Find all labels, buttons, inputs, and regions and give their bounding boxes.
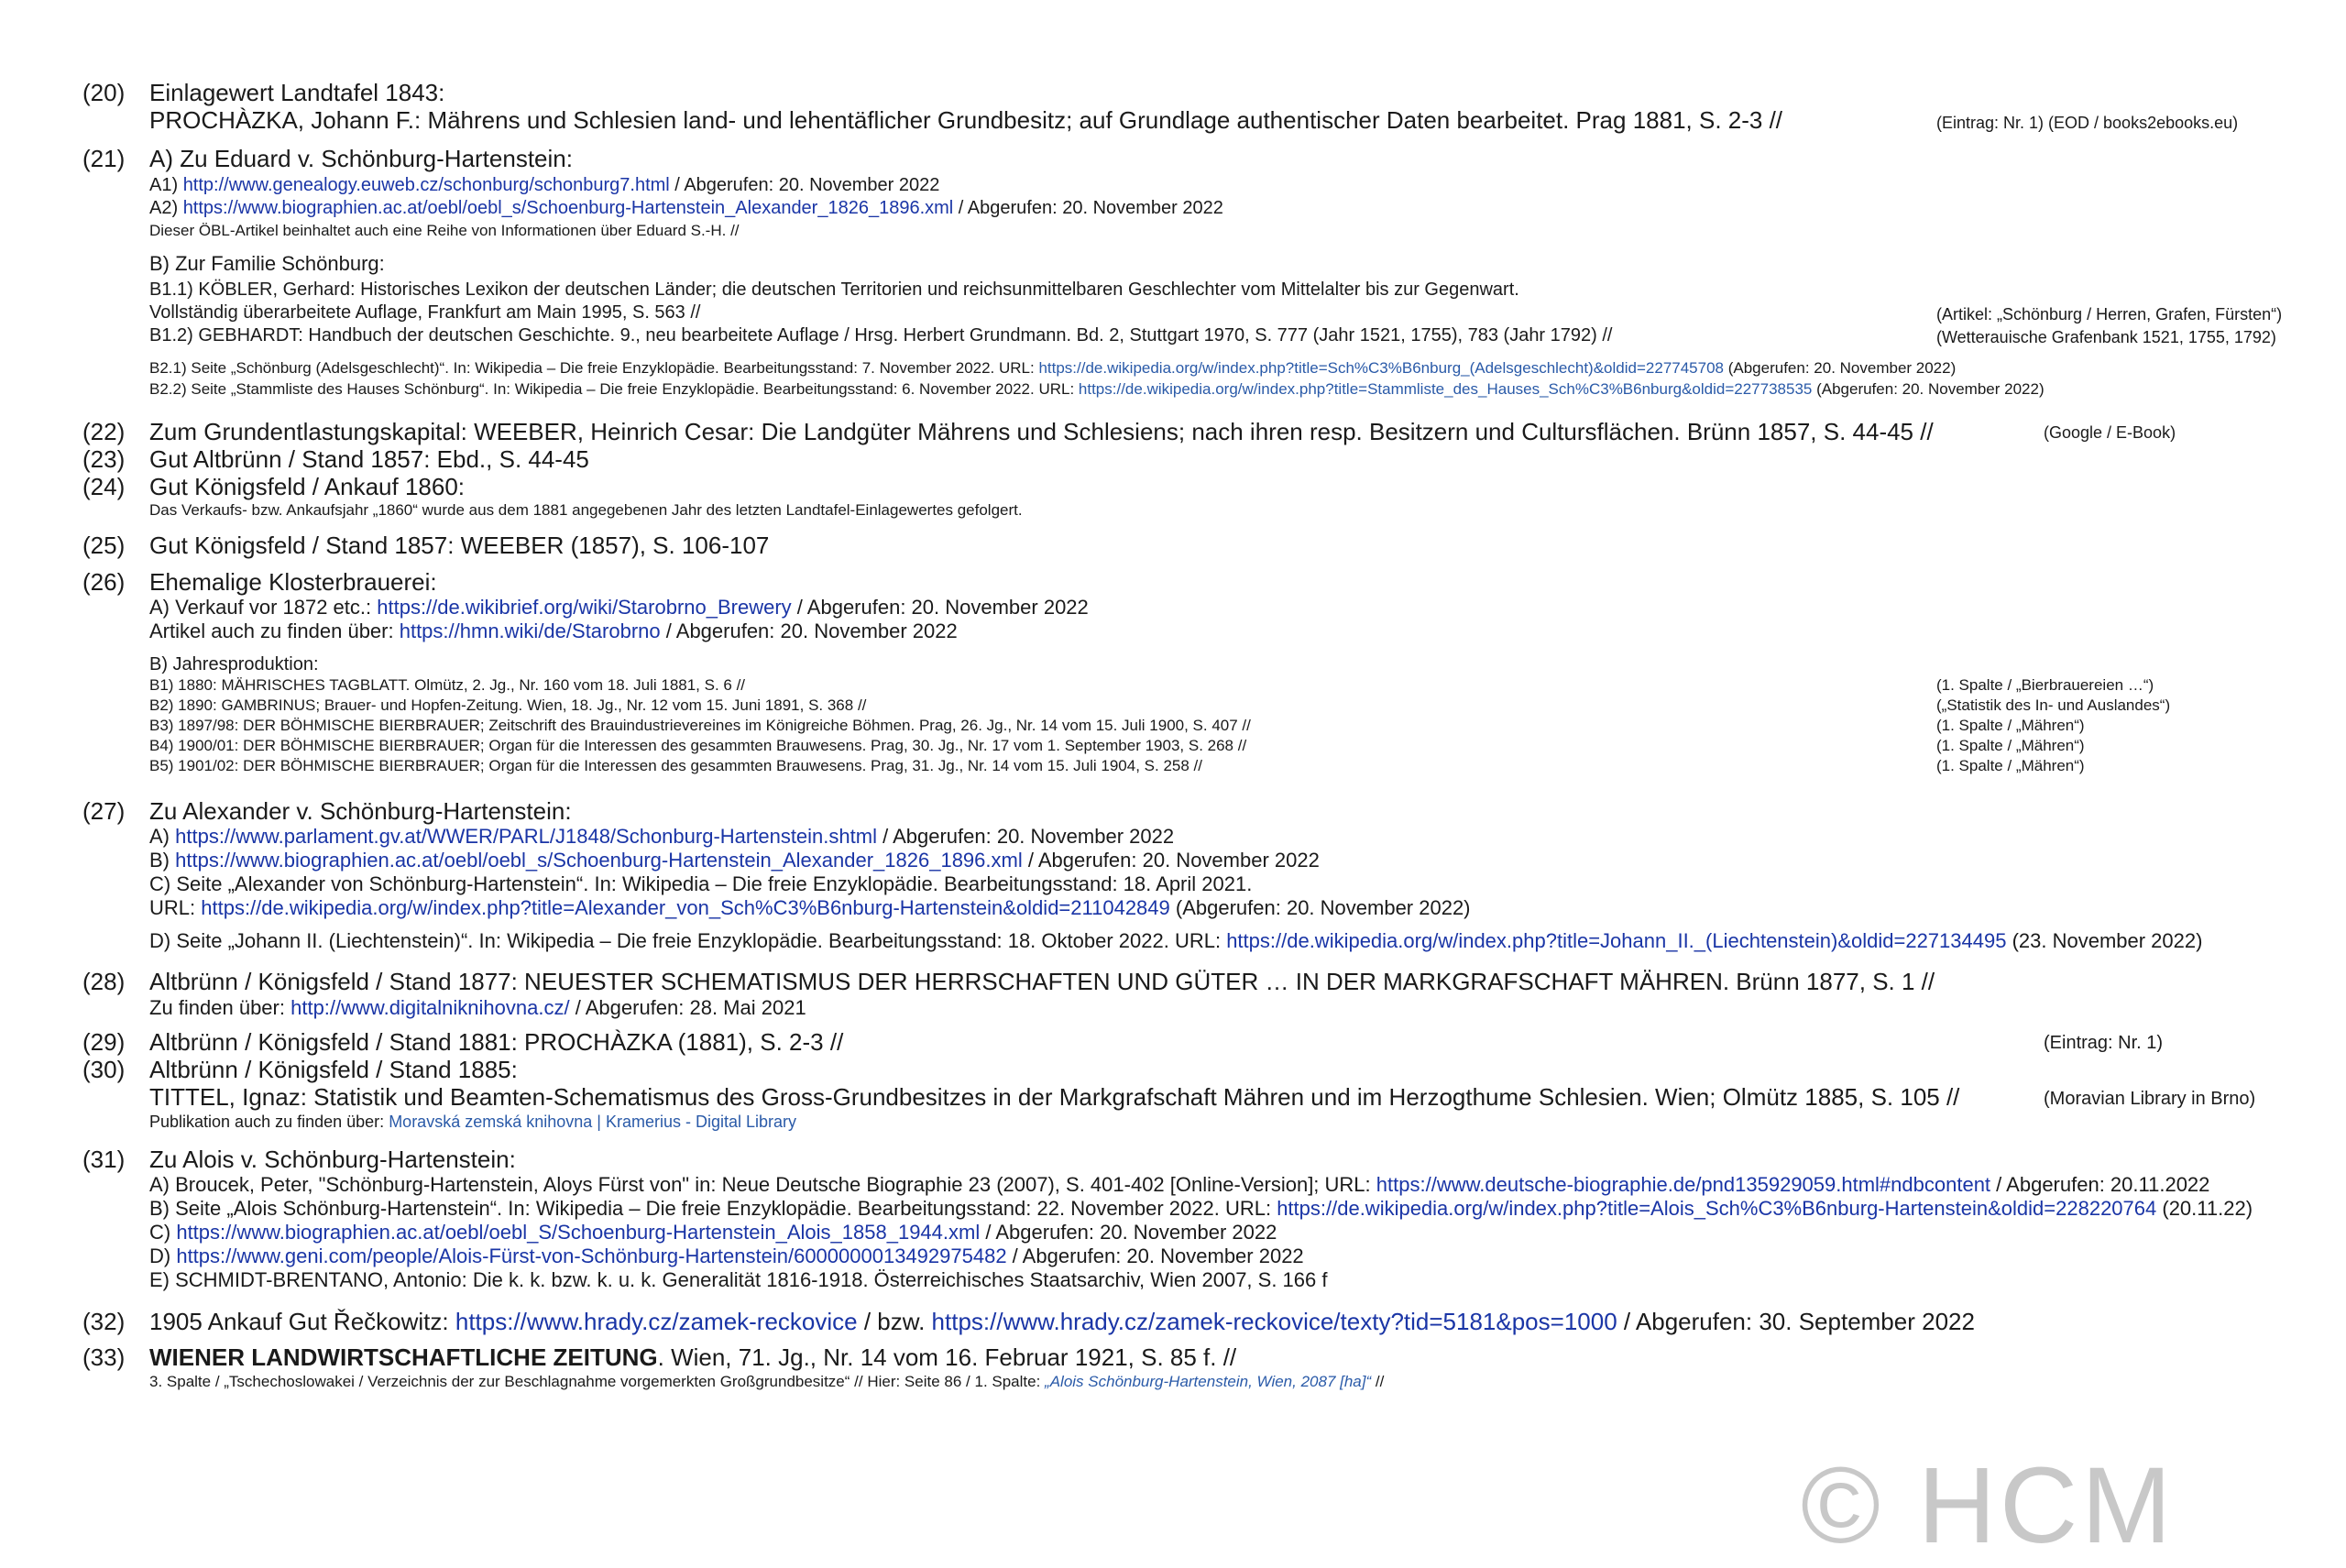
citation-line: TITTEL, Ignaz: Statistik und Beamten-Schematismus des Gross-Grundbesitzes in der Markgrafschaft Mähren und im Herzogthume Schlesien. Wien; Olmütz 1885, S. 105 //	[149, 1083, 1960, 1111]
note-heading: Einlagewert Landtafel 1843:	[149, 79, 445, 106]
label: B2.2) Seite „Stammliste des Hauses Schönburg“. In: Wikipedia – Die freie Enzyklopädie. Bearbeitungsstand: 6. November 2022. URL:	[149, 380, 1079, 398]
retrieved-date: (23. November 2022)	[2006, 929, 2203, 952]
note-heading: Gut Königsfeld / Stand 1857: WEEBER (1857), S. 106-107	[149, 532, 770, 559]
citation-note: Dieser ÖBL-Artikel beinhaltet auch eine Reihe von Informationen über Eduard S.-H. //	[149, 222, 740, 239]
label: C)	[149, 1221, 177, 1244]
note-heading: Altbrünn / Königsfeld / Stand 1877: NEUESTER SCHEMATISMUS DER HERRSCHAFTEN UND GÜTER … IN DER MARKGRAFSCHAFT MÄHREN. Brünn 1877, S. 1 //	[149, 968, 1935, 995]
note-heading: Altbrünn / Königsfeld / Stand 1885:	[149, 1056, 518, 1083]
label: D) Seite „Johann II. (Liechtenstein)“. In: Wikipedia – Die freie Enzyklopädie. Bearbeitungsstand: 18. Oktober 2022. URL:	[149, 929, 1227, 952]
note-heading	[149, 1343, 1236, 1372]
note-number: (22)	[82, 418, 126, 445]
subheading: B) Jahresproduktion:	[149, 654, 319, 674]
note-number: (21)	[82, 145, 126, 172]
label: 3. Spalte / „Tschechoslowakei / Verzeichnis der zur Beschlagnahme vorgemerkten Großgrundbesitze“ // Hier: Seite 86 / 1. Spalte:	[149, 1373, 1046, 1390]
label: Zu finden über:	[149, 996, 291, 1019]
retrieved-date: (Abgerufen: 20. November 2022)	[1812, 380, 2045, 398]
link[interactable]: https://de.wikipedia.org/w/index.php?title=Sch%C3%B6nburg_(Adelsgeschlecht)&oldid=227745708	[1038, 359, 1724, 377]
note-number: (29)	[82, 1028, 126, 1056]
link[interactable]: http://www.digitalniknihovna.cz/	[291, 996, 570, 1019]
citation-line: B5) 1901/02: DER BÖHMISCHE BIERBRAUER; Organ für die Interessen des gesammten Brauwesens. Prag, 31. Jg., Nr. 14 vom 15. Juli 1904, S. 258 //	[149, 757, 1202, 774]
link[interactable]: https://hmn.wiki/de/Starobrno	[399, 620, 661, 642]
note-heading	[149, 1308, 1975, 1336]
citation-line	[149, 1173, 2209, 1197]
note-number: (32)	[82, 1308, 126, 1335]
citation-annotation: (1. Spalte / „Bierbrauereien …“)	[1936, 676, 2154, 694]
link[interactable]: https://de.wikipedia.org/w/index.php?title=Alexander_von_Sch%C3%B6nburg-Hartenstein&oldid=211042849	[201, 896, 1170, 919]
label: A2)	[149, 198, 183, 218]
label: A1)	[149, 175, 183, 195]
link[interactable]: https://www.deutsche-biographie.de/pnd135929059.html#ndbcontent	[1376, 1173, 1991, 1196]
retrieved-date: / Abgerufen: 20. November 2022	[876, 825, 1175, 848]
citation-annotation: (Artikel: „Schönburg / Herren, Grafen, Fürsten“)	[1936, 305, 2283, 323]
citation-annotation: (Wetterauische Grafenbank 1521, 1755, 1792)	[1936, 328, 2276, 346]
link[interactable]: https://www.biographien.ac.at/oebl/oebl_s/Schoenburg-Hartenstein_Alexander_1826_1896.xml	[175, 849, 1023, 872]
retrieved-date: / Abgerufen: 20. November 2022	[953, 198, 1223, 218]
note-number: (23)	[82, 445, 126, 473]
note-number: (30)	[82, 1056, 126, 1083]
periodical-title: WIENER LANDWIRTSCHAFTLICHE ZEITUNG	[149, 1343, 658, 1371]
retrieved-date: (Abgerufen: 20. November 2022)	[1724, 359, 1957, 377]
retrieved-date: / Abgerufen: 28. Mai 2021	[569, 996, 806, 1019]
link[interactable]: https://www.biographien.ac.at/oebl/oebl_s/Schoenburg-Hartenstein_Alexander_1826_1896.xml	[182, 198, 954, 218]
label: A) Broucek, Peter, "Schönburg-Hartenstein, Aloys Fürst von" in: Neue Deutsche Biographie 23 (2007), S. 401-402 [Online-Version]; URL:	[149, 1173, 1376, 1196]
label: Artikel auch zu finden über:	[149, 620, 400, 642]
citation-line	[149, 996, 806, 1020]
note-heading: Zu Alois v. Schönburg-Hartenstein:	[149, 1146, 516, 1173]
citation-annotation: („Statistik des In- und Auslandes“)	[1936, 696, 2171, 714]
citation-line: B2) 1890: GAMBRINUS; Brauer- und Hopfen-Zeitung. Wien, 18. Jg., Nr. 12 vom 15. Juni 1891, S. 368 //	[149, 696, 867, 714]
label: A) Verkauf vor 1872 etc.:	[149, 596, 378, 619]
note-number: (25)	[82, 532, 126, 559]
label: A)	[149, 825, 176, 848]
label: B2.1) Seite „Schönburg (Adelsgeschlecht)“. In: Wikipedia – Die freie Enzyklopädie. Bearbeitungsstand: 7. November 2022. URL:	[149, 359, 1039, 377]
citation-line	[149, 1221, 1277, 1245]
citation-line	[149, 929, 2202, 953]
citation-line	[149, 380, 2045, 399]
retrieved-date: / Abgerufen: 20. November 2022	[669, 175, 940, 195]
retrieved-date: / Abgerufen: 20. November 2022	[980, 1221, 1277, 1244]
link[interactable]: https://www.hrady.cz/zamek-reckovice	[455, 1308, 858, 1335]
citation-line: C) Seite „Alexander von Schönburg-Hartenstein“. In: Wikipedia – Die freie Enzyklopädie. Bearbeitungsstand: 18. April 2021.	[149, 872, 1253, 895]
citation-line	[149, 1245, 1304, 1268]
citation-rest: . Wien, 71. Jg., Nr. 14 vom 16. Februar 1921, S. 85 f. //	[657, 1343, 1237, 1371]
citation-annotation: (Moravian Library in Brno)	[2044, 1089, 2256, 1109]
citation-note: Das Verkaufs- bzw. Ankaufsjahr „1860“ wurde aus dem 1881 angegebenen Jahr des letzten Landtafel-Einlagewertes gefolgert.	[149, 501, 1023, 519]
note-number: (33)	[82, 1343, 126, 1371]
link[interactable]: http://www.genealogy.euweb.cz/schonburg/schonburg7.html	[182, 175, 670, 195]
citation-line: B3) 1897/98: DER BÖHMISCHE BIERBRAUER; Zeitschrift des Brauindustrievereines im Königreiche Böhmen. Prag, 26. Jg., Nr. 14 vom 15. Juli 1900, S. 407 //	[149, 717, 1251, 734]
citation-line: E) SCHMIDT-BRENTANO, Antonio: Die k. k. bzw. k. u. k. Generalität 1816-1918. Österreichisches Staatsarchiv, Wien 2007, S. 166 f	[149, 1268, 1328, 1291]
label: B)	[149, 849, 176, 872]
citation-line	[149, 175, 939, 196]
link[interactable]: https://www.geni.com/people/Alois-Fürst-von-Schönburg-Hartenstein/6000000013492975482	[176, 1245, 1007, 1267]
citation-line	[149, 896, 1471, 920]
note-heading: Zum Grundentlastungskapital: WEEBER, Heinrich Cesar: Die Landgüter Mährens und Schlesiens; nach ihren resp. Besitzern und Cultursflächen. Brünn 1857, S. 44-45 //	[149, 418, 1934, 445]
retrieved-date: / Abgerufen: 20. November 2022	[1006, 1245, 1304, 1267]
note-number: (31)	[82, 1146, 126, 1173]
note-heading: Altbrünn / Königsfeld / Stand 1881: PROCHÀZKA (1881), S. 2-3 //	[149, 1028, 844, 1056]
retrieved-date: (20.11.22)	[2156, 1197, 2253, 1220]
link[interactable]: https://de.wikipedia.org/w/index.php?title=Stammliste_des_Hauses_Sch%C3%B6nburg&oldid=227738535	[1078, 380, 1813, 398]
note-heading: Gut Königsfeld / Ankauf 1860:	[149, 473, 466, 500]
citation-annotation: (Eintrag: Nr. 1) (EOD / books2ebooks.eu)	[1936, 114, 2239, 132]
citation-line: B1.2) GEBHARDT: Handbuch der deutschen Geschichte. 9., neu bearbeitete Auflage / Hrsg. Herbert Grundmann. Bd. 2, Stuttgart 1970, S. 777 (Jahr 1521, 1755), 783 (Jahr 1792) //	[149, 325, 1613, 345]
retrieved-date: / Abgerufen: 30. September 2022	[1617, 1308, 1975, 1335]
link[interactable]: https://de.wikipedia.org/w/index.php?title=Johann_II._(Liechtenstein)&oldid=227134495	[1226, 929, 2007, 952]
link[interactable]: https://de.wikipedia.org/w/index.php?title=Alois_Sch%C3%B6nburg-Hartenstein&oldid=228220764	[1277, 1197, 2157, 1220]
link[interactable]: Moravská zemská knihovna | Kramerius - Digital Library	[389, 1113, 797, 1131]
note-heading: Ehemalige Klosterbrauerei:	[149, 568, 437, 596]
terminator: //	[1371, 1373, 1385, 1390]
subheading: B) Zur Familie Schönburg:	[149, 252, 385, 275]
copyright-watermark: © HCM	[1801, 1445, 2176, 1566]
note-number: (27)	[82, 797, 126, 825]
link[interactable]: https://de.wikibrief.org/wiki/Starobrno_Brewery	[377, 596, 792, 619]
retrieved-date: / Abgerufen: 20. November 2022	[791, 596, 1089, 619]
note-number: (24)	[82, 473, 126, 500]
note-number: (28)	[82, 968, 126, 995]
citation-line	[149, 620, 958, 643]
note-heading: Gut Altbrünn / Stand 1857: Ebd., S. 44-45	[149, 445, 589, 473]
note-heading: Zu Alexander v. Schönburg-Hartenstein:	[149, 797, 572, 825]
retrieved-date: / Abgerufen: 20. November 2022	[660, 620, 958, 642]
retrieved-date: / Abgerufen: 20. November 2022	[1022, 849, 1320, 872]
citation-annotation: (1. Spalte / „Mähren“)	[1936, 737, 2085, 754]
note-heading: A) Zu Eduard v. Schönburg-Hartenstein:	[149, 145, 573, 172]
citation-line	[149, 198, 1223, 219]
citation-line	[149, 596, 1089, 620]
label: 1905 Ankauf Gut Řečkowitz:	[149, 1308, 455, 1335]
retrieved-date: (Abgerufen: 20. November 2022)	[1169, 896, 1471, 919]
label: Publikation auch zu finden über:	[149, 1113, 389, 1131]
label: D)	[149, 1245, 177, 1267]
citation-line	[149, 825, 1174, 849]
citation-annotation: (Google / E-Book)	[2044, 423, 2176, 442]
note-number: (26)	[82, 568, 126, 596]
citation-line: B1.1) KÖBLER, Gerhard: Historisches Lexikon der deutschen Länder; die deutschen Territorien und reichsunmittelbaren Geschlechter vom Mittelalter bis zur Gegenwart.	[149, 280, 1519, 300]
citation-line: Vollständig überarbeitete Auflage, Frankfurt am Main 1995, S. 563 //	[149, 302, 701, 323]
citation-line	[149, 1113, 796, 1132]
quoted-entry: „Alois Schönburg-Hartenstein, Wien, 2087 [ha]“	[1045, 1373, 1372, 1390]
citation-line	[149, 359, 1956, 378]
label: B) Seite „Alois Schönburg-Hartenstein“. In: Wikipedia – Die freie Enzyklopädie. Bearbeitungsstand: 22. November 2022. URL:	[149, 1197, 1277, 1220]
note-number: (20)	[82, 79, 126, 106]
link[interactable]: https://www.parlament.gv.at/WWER/PARL/J1848/Schonburg-Hartenstein.shtml	[175, 825, 877, 848]
link[interactable]: https://www.biographien.ac.at/oebl/oebl_S/Schoenburg-Hartenstein_Alois_1858_1944.xml	[176, 1221, 981, 1244]
citation-annotation: (1. Spalte / „Mähren“)	[1936, 717, 2085, 734]
citation-line: B4) 1900/01: DER BÖHMISCHE BIERBRAUER; Organ für die Interessen des gesammten Brauwesens. Prag, 30. Jg., Nr. 17 vom 1. September 1903, S. 268 //	[149, 737, 1247, 754]
citation-line	[149, 1197, 2253, 1221]
citation-annotation: (1. Spalte / „Mähren“)	[1936, 757, 2085, 774]
separator: / bzw.	[857, 1308, 932, 1335]
citation-note	[149, 1373, 1384, 1391]
link[interactable]: https://www.hrady.cz/zamek-reckovice/texty?tid=5181&pos=1000	[931, 1308, 1617, 1335]
retrieved-date: / Abgerufen: 20.11.2022	[1990, 1173, 2210, 1196]
citation-line: B1) 1880: MÄHRISCHES TAGBLATT. Olmütz, 2. Jg., Nr. 160 vom 18. Juli 1881, S. 6 //	[149, 676, 746, 694]
citation-annotation: (Eintrag: Nr. 1)	[2044, 1033, 2164, 1053]
citation-line	[149, 849, 1320, 872]
citation-line: PROCHÀZKA, Johann F.: Mährens und Schlesien land- und lehentäflicher Grundbesitz; auf Grundlage authentischer Daten bearbeitet. Prag 1881, S. 2-3 //	[149, 106, 1783, 134]
label: URL:	[149, 896, 202, 919]
